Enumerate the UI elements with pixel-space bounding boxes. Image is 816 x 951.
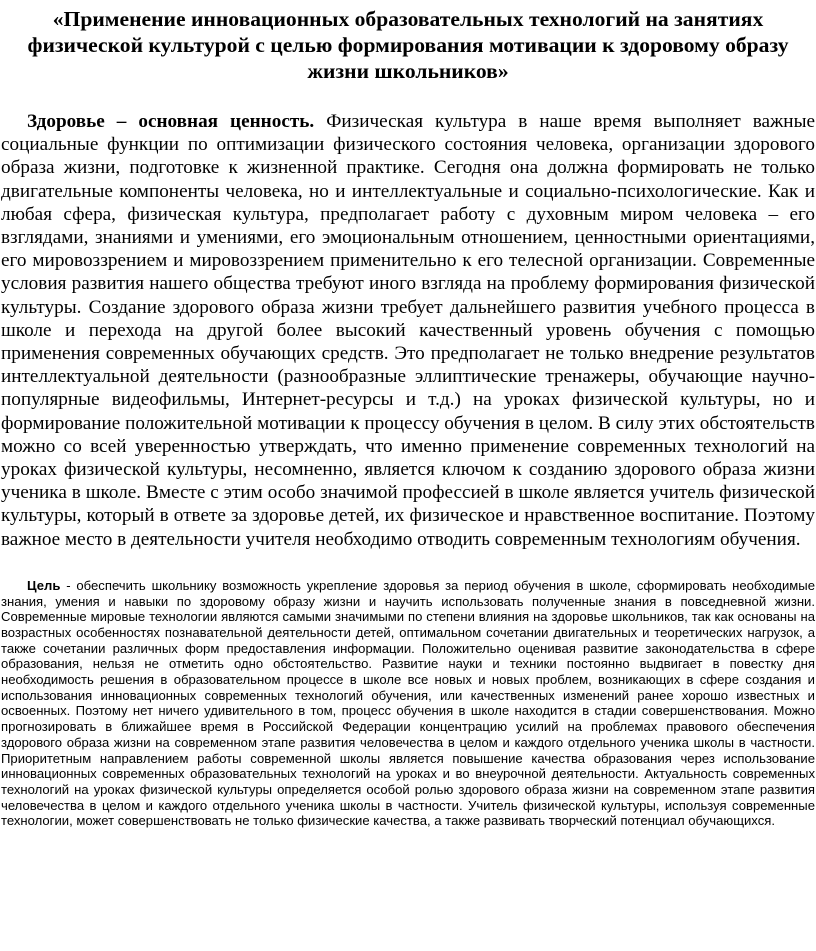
document-title: «Применение инновационных образовательных технологий на занятиях физической культурой с целью формирования мотивации к здоровому образу жизни школьников»: [27, 7, 789, 83]
goal-lead: Цель: [27, 577, 61, 593]
intro-paragraph: [1, 110, 815, 551]
goal-paragraph: [1, 578, 815, 829]
goal-body: - обеспечить школьнику возможность укрепление здоровья за период обучения в школе, сформировать необходимые знания, умения и навыки по здоровому образу жизни и научить использовать полученные знания в повседневной жизни. Современные мировые технологии являются самыми значимыми по степени влияния на здоровье школьников, так как основаны на возрастных особенностях познавательной деятельности детей, оптимальном сочетании двигательных и теоретических нагрузок, а также сочетании различных форм предоставления информации. Положительно оценивая развитие законодательства в сфере образования, нельзя не отметить одно обстоятельство. Развитие науки и техники постоянно выдвигает в повестку дня необходимость решения в образовательном процессе в школе все новых и новых проблем, возникающих в сфере создания и использования инновационных современных технологий обучения, или качественных изменений ранее хорошо известных и освоенных. Поэтому нет ничего удивительного в том, процесс обучения в школе находится в стадии совершенствования. Можно прогнозировать в ближайшее время в Российской Федерации концентрацию усилий на проблемах правового обеспечения здорового образа жизни на современном этапе развития человечества в целом и каждого отдельного ученика школы в частности. Приоритетным направлением работы современной школы является повышение качества образования через использование инновационных современных образовательных технологий на уроках и во внеурочной деятельности. Актуальность современных технологий на уроках физической культуры определяется особой ролью здорового образа жизни на современном этапе развития человечества в целом и каждого отдельного ученика школы в частности. Учитель физической культуры, используя современные технологии, может совершенствовать не только физические качества, а также развивать творческий потенциал обучающихся.: [1, 577, 815, 829]
intro-body: Физическая культура в наше время выполняет важные социальные функции по оптимизации физического состояния человека, организации здорового образа жизни, подготовке к жизненной практике. Сегодня она должна формировать не только двигательные компоненты человека, но и интеллектуальные и социально-психологические. Как и любая сфера, физическая культура, предполагает работу с духовным миром человека – его взглядами, знаниями и умениями, его эмоциональным отношением, ценностными ориентациями, его мировоззрением и мировоззрением применительно к его телесной организации. Современные условия развития нашего общества требуют иного взгляда на проблему формирования физической культуры. Создание здорового образа жизни требует дальнейшего развития учебного процесса в школе и перехода на другой более высокий качественный уровень обучения с помощью применения современных обучающих средств. Это предполагает не только внедрение результатов интеллектуальной деятельности (разнообразные эллиптические тренажеры, обучающие научно-популярные видеофильмы, Интернет-ресурсы и т.д.) на уроках физической культуры, но и формирование положительной мотивации к процессу обучения в целом. В силу этих обстоятельств можно со всей уверенностью утверждать, что именно применение современных технологий на уроках физической культуры, несомненно, является ключом к созданию здорового образа жизни ученика в школе. Вместе с этим особо значимой профессией в школе является учитель физической культуры, который в ответе за здоровье детей, их физическое и нравственное воспитание. Поэтому важное место в деятельности учителя необходимо отводить современным технологиям обучения.: [1, 111, 815, 550]
intro-lead: Здоровье – основная ценность.: [27, 111, 315, 132]
